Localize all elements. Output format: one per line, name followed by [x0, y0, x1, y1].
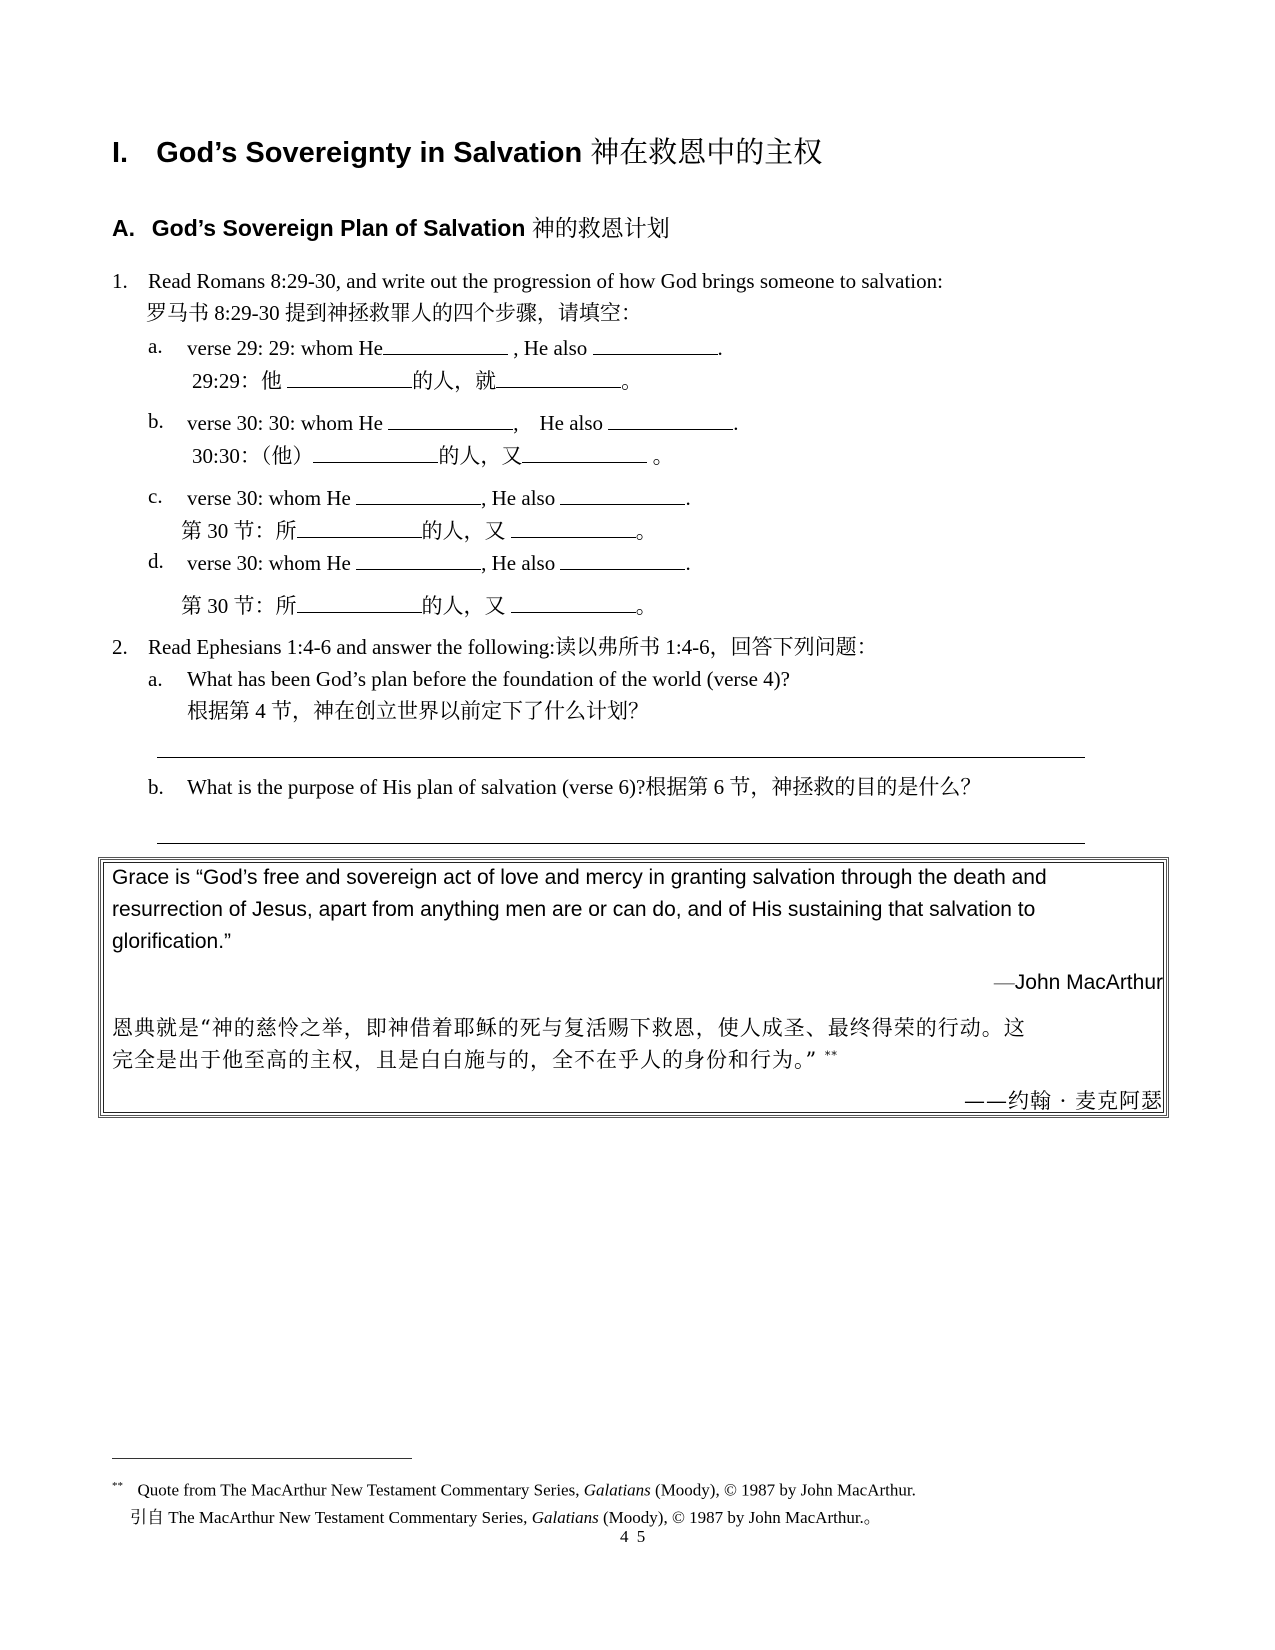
item-text: 的人，又 [421, 519, 511, 543]
item-text: 。 [635, 594, 657, 618]
footnote-text: (Moody), © 1987 by John MacArthur.。 [598, 1508, 881, 1527]
item-text: , He also [481, 551, 561, 575]
item-text: 第 30 节：所 [181, 594, 297, 618]
item-text: , He also [481, 486, 561, 510]
quote-zh-text: 完全是出于他至高的主权，且是白白施与的，全不在乎人的身份和行为。” [112, 1048, 818, 1072]
fill-blank[interactable] [496, 369, 621, 388]
quote-en-line-3: glorification.” [112, 930, 232, 953]
item-text: 。 [621, 369, 643, 393]
fill-blank[interactable] [356, 551, 481, 570]
fill-blank[interactable] [388, 411, 513, 430]
item-text: 的人，就 [412, 369, 497, 393]
footnote-book-title: Galatians [531, 1508, 599, 1527]
fill-blank[interactable] [297, 594, 422, 613]
section-number: I. [112, 137, 129, 169]
footnote-text: Quote from The MacArthur New Testament Commentary Series, [137, 1480, 584, 1500]
footnote-text: (Moody), © 1987 by John MacArthur. [650, 1480, 916, 1500]
q2-number: 2. [112, 635, 128, 659]
subsection-letter: A. [112, 215, 135, 241]
section-title-zh: 神在救恩中的主权 [590, 135, 823, 169]
item-text: . [685, 486, 691, 510]
fill-blank[interactable] [383, 336, 508, 355]
q1-number: 1. [112, 269, 128, 293]
item-text: verse 30: whom He [187, 551, 357, 575]
fill-blank[interactable] [522, 444, 647, 463]
q1-item-c-en [187, 486, 691, 509]
fill-blank[interactable] [511, 594, 636, 613]
item-text: 29:29：他 [192, 369, 288, 393]
q1-item-d-en [187, 551, 691, 574]
footnote-book-title: Galatians [583, 1480, 651, 1500]
section-heading [112, 130, 822, 171]
q2-a-answer-line[interactable] [157, 757, 1085, 758]
fill-blank[interactable] [593, 336, 718, 355]
q1-item-b-en [187, 411, 739, 434]
item-text: , He also [507, 336, 593, 360]
item-text: . [717, 336, 723, 360]
fill-blank[interactable] [287, 369, 412, 388]
q2-b-letter: b. [148, 775, 164, 799]
quote-en-attribution [994, 971, 1163, 995]
item-text: 30:30：（他） [192, 444, 314, 468]
q1-item-d-zh [181, 594, 657, 617]
subsection-title-en: God’s Sovereign Plan of Salvation [151, 215, 526, 241]
attribution-dash: — [993, 971, 1015, 994]
q2-a-letter: a. [148, 667, 163, 691]
q1-item-c-letter: c. [148, 484, 163, 508]
footnote-separator [112, 1458, 412, 1459]
q1-prompt-en: Read Romans 8:29-30, and write out the progression of how God brings someone to salvation: [148, 269, 943, 293]
fill-blank[interactable] [511, 519, 636, 538]
item-text: verse 29: 29: whom He [187, 336, 383, 360]
fill-blank[interactable] [560, 551, 685, 570]
quote-zh-line-1: 恩典就是“神的慈怜之举，即神借着耶稣的死与复活赐下救恩，使人成圣、最终得荣的行动。这 [112, 1016, 1026, 1040]
q2-prompt: Read Ephesians 1:4-6 and answer the following:读以弗所书 1:4-6，回答下列问题： [148, 635, 878, 659]
subsection-heading [112, 210, 670, 243]
item-text: . [685, 551, 691, 575]
item-text: 的人，又 [421, 594, 511, 618]
quote-en-line-1: Grace is “God’s free and sovereign act of love and mercy in granting salvation through the death and [112, 866, 1047, 889]
item-text: verse 30: 30: whom He [187, 411, 389, 435]
item-text: 。 [635, 519, 657, 543]
attribution-author: John MacArthur [1014, 971, 1163, 994]
item-text: 的人，又 [438, 444, 523, 468]
item-text: . [733, 411, 739, 435]
q1-item-a-letter: a. [148, 334, 163, 358]
q1-item-b-zh [192, 444, 674, 467]
fill-blank[interactable] [297, 519, 422, 538]
q2-a-question-en: What has been God’s plan before the foundation of the world (verse 4)? [187, 667, 790, 691]
q1-item-a-en [187, 336, 723, 359]
footnote-text: 引自 The MacArthur New Testament Commentary Series, [130, 1508, 532, 1527]
item-text: , He also [513, 411, 609, 435]
subsection-title-zh: 神的救恩计划 [531, 216, 670, 242]
item-text: 第 30 节：所 [181, 519, 297, 543]
item-text: verse 30: whom He [187, 486, 357, 510]
fill-blank[interactable] [608, 411, 733, 430]
fill-blank[interactable] [356, 486, 481, 505]
q1-item-c-zh [181, 519, 657, 542]
item-text: 。 [647, 444, 674, 468]
section-title-en: God’s Sovereignty in Salvation [156, 137, 583, 169]
quote-zh-line-2 [112, 1044, 838, 1074]
q1-item-b-letter: b. [148, 409, 164, 433]
q2-a-question-zh: 根据第 4 节，神在创立世界以前定下了什么计划？ [187, 699, 649, 723]
fill-blank[interactable] [313, 444, 438, 463]
q1-item-a-zh [192, 369, 642, 392]
footnote-reference[interactable]: ** [824, 1049, 838, 1062]
footnote-zh [130, 1503, 881, 1528]
q2-b-answer-line[interactable] [157, 843, 1085, 844]
quote-zh-attribution: ——约翰 · 麦克阿瑟 [963, 1089, 1163, 1113]
q1-prompt-zh: 罗马书 8:29-30 提到神拯救罪人的四个步骤，请填空： [146, 301, 642, 325]
quote-en-line-2: resurrection of Jesus, apart from anything men are or can do, and of His sustaining that salvation to [112, 898, 1036, 921]
page-number: 4 5 [620, 1527, 648, 1546]
q1-item-d-letter: d. [148, 549, 164, 573]
footnote-en [112, 1480, 916, 1501]
footnote-mark: ** [112, 1480, 123, 1492]
fill-blank[interactable] [560, 486, 685, 505]
q2-b-question: What is the purpose of His plan of salvation (verse 6)?根据第 6 节，神拯救的目的是什么？ [187, 775, 982, 799]
